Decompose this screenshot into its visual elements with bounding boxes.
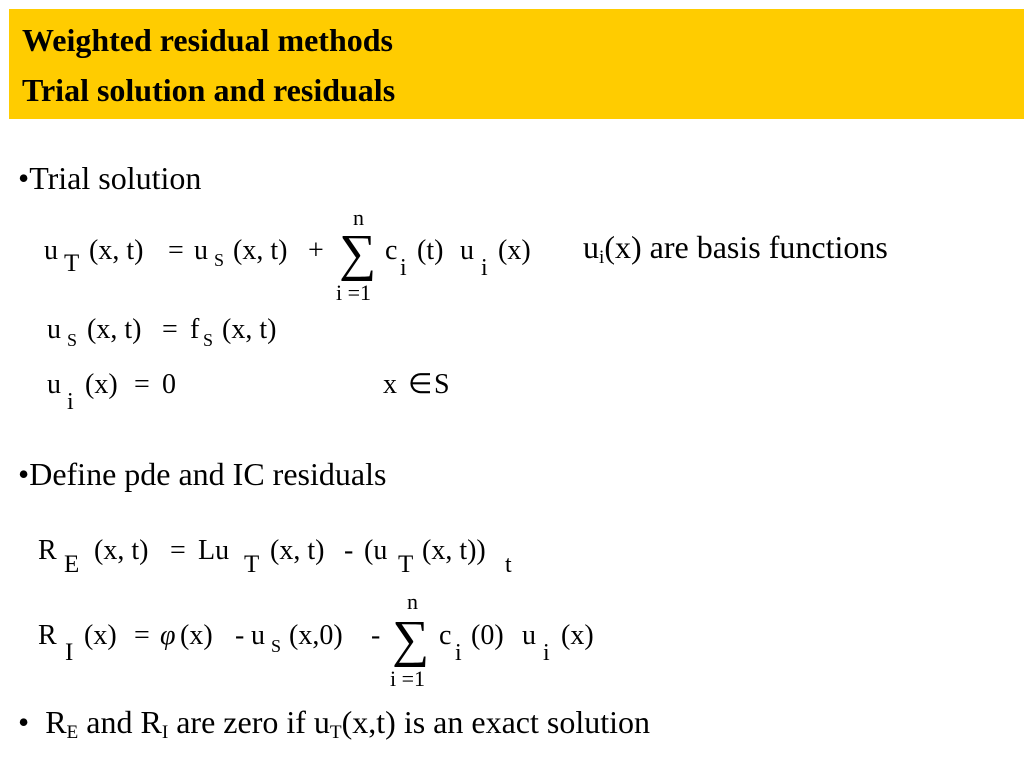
eq3-x: x [383, 369, 397, 400]
eq5-c: c [439, 620, 452, 651]
sub-T: T [329, 721, 342, 743]
eq1-sum-upper: n [353, 205, 364, 230]
eq5-minus2: - [371, 620, 381, 651]
eq2-args1: (x, t) [87, 314, 142, 345]
eq5-args3: (x,0) [289, 620, 343, 651]
eq5-equals: = [134, 620, 150, 651]
eq4-args1: (x, t) [94, 535, 149, 566]
eq3-sub-i: i [67, 389, 74, 415]
eq4-args3: (x, t)) [422, 535, 486, 566]
R-E: R [45, 704, 67, 740]
dot: • [18, 704, 30, 740]
eq5-minus1: - [235, 620, 245, 651]
eq5-xarg: (x) [561, 620, 594, 651]
title-line-1: Weighted residual methods [22, 22, 393, 58]
eq3-u: u [47, 369, 61, 400]
title-line-2: Trial solution and residuals [22, 72, 396, 108]
eq3-zero: 0 [162, 369, 176, 400]
eq5-sub-I: I [65, 639, 74, 666]
eq5-sub-i1: i [455, 640, 462, 666]
eq1-u3: u [460, 235, 474, 266]
basis-u: u [583, 229, 599, 265]
eq4-sub-T2: T [398, 551, 414, 578]
eq3-args: (x) [85, 369, 118, 400]
eq3-S: S [434, 369, 450, 400]
eq5-sub-S: S [271, 636, 282, 656]
eq4-sub-T1: T [244, 551, 260, 578]
eq1-sigma: ∑ [339, 225, 377, 282]
eq1-u: u [44, 235, 58, 266]
eq2-args2: (x, t) [222, 314, 277, 345]
eq3-in: ∈ [408, 369, 433, 400]
eq4-sub-E: E [64, 551, 80, 578]
eq5-u2: u [522, 620, 536, 651]
zero-text: are zero if u [176, 704, 330, 740]
eq5-sigma: ∑ [392, 611, 430, 668]
eq3-equals: = [134, 369, 150, 400]
eq1-sub-i2: i [481, 255, 488, 281]
eq4-minus: - [344, 535, 354, 566]
eq1-c: c [385, 235, 398, 266]
R-I: R [140, 704, 162, 740]
eq2-u: u [47, 314, 61, 345]
eq1-sub-T: T [64, 250, 80, 277]
eq4-sub-t: t [505, 552, 512, 578]
eq1-plus: + [308, 235, 324, 266]
bullet-trial-solution: •Trial solution [18, 160, 202, 196]
eq5-zarg: (0) [471, 620, 504, 651]
basis-sub-i: i [599, 246, 605, 268]
eq2-sub-S2: S [203, 330, 214, 350]
eq1-args1: (x, t) [89, 235, 144, 266]
equation-trial-solution [44, 205, 531, 305]
eq5-phi: φ [160, 620, 176, 651]
eq1-equals: = [168, 235, 184, 266]
eq1-sub-i1: i [400, 255, 407, 281]
eq1-xarg: (x) [498, 235, 531, 266]
eq1-u2: u [194, 235, 208, 266]
eq1-sub-S: S [214, 250, 225, 270]
eq1-sum-lower: i =1 [336, 280, 372, 305]
eq5-sum-lower: i =1 [390, 666, 426, 691]
equation-basis-zero [47, 369, 450, 415]
equation-boundary-function [47, 314, 276, 350]
eq2-f: f [190, 314, 200, 345]
eq5-u: u [251, 620, 265, 651]
eq4-Lu: Lu [198, 535, 230, 566]
equation-pde-residual [38, 535, 512, 578]
eq2-sub-S: S [67, 330, 78, 350]
eq4-args2: (x, t) [270, 535, 325, 566]
sub-E: E [66, 721, 79, 743]
and-word: and [86, 704, 133, 740]
sub-I: I [161, 721, 169, 743]
bullet-define-residuals: •Define pde and IC residuals [18, 456, 387, 492]
eq5-sum-upper: n [407, 589, 418, 614]
eq1-args2: (x, t) [233, 235, 288, 266]
eq5-R: R [38, 620, 57, 651]
eq1-targ: (t) [417, 235, 444, 266]
eq4-R: R [38, 535, 57, 566]
eq5-sub-i2: i [543, 640, 550, 666]
eq2-equals: = [162, 314, 178, 345]
equation-ic-residual [38, 589, 594, 691]
eq4-equals: = [170, 535, 186, 566]
basis-rest: (x) are basis functions [604, 229, 888, 265]
exact-text: (x,t) is an exact solution [341, 704, 650, 740]
eq5-args1: (x) [84, 620, 117, 651]
eq4-paren-u: (u [364, 535, 388, 566]
eq5-args2: (x) [180, 620, 213, 651]
